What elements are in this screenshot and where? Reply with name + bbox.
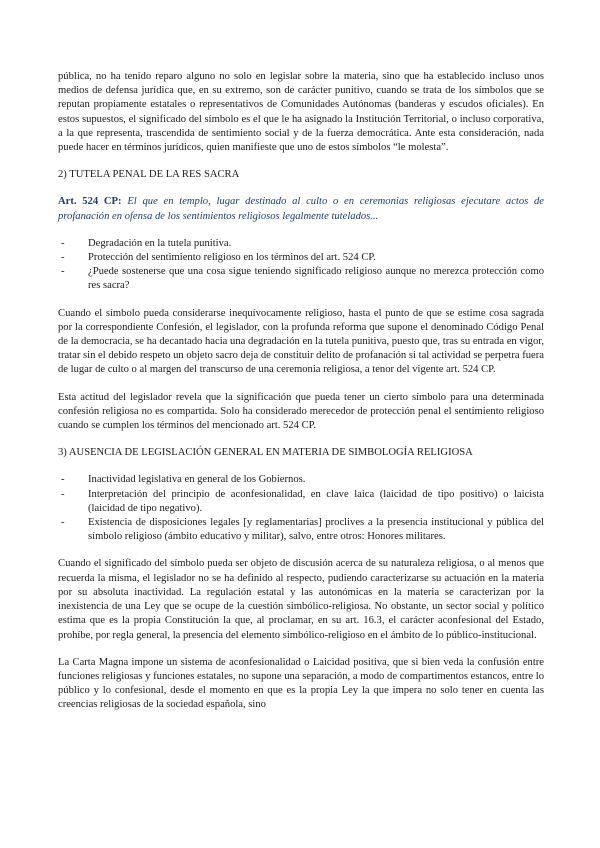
list-item <box>58 265 544 293</box>
list-item <box>58 516 544 544</box>
paragraph-carta-magna: La Carta Magna impone un sistema de aconfesionalidad o Laicidad positiva, que si bien veda la confusión entre funciones religiosas y funciones estatales, no supone una separación, a modo de compartimentos estancos, entre lo público y lo confesional, desde el momento en que es la propia Ley la que impera no solo tener en cuenta las creencias religiosas de la sociedad española, sino <box>58 656 544 711</box>
section-heading-ausencia-legislacion: 3) AUSENCIA DE LEGISLACIÓN GENERAL EN MATERIA DE SIMBOLOGÍA RELIGIOSA <box>58 447 473 459</box>
document-page <box>58 70 544 713</box>
bullet-dash: - <box>61 488 65 500</box>
list-item-text: Protección del sentimiento religioso en los términos del art. 524 CP. <box>88 252 376 264</box>
list-item <box>58 251 544 265</box>
bullet-dash: - <box>61 517 65 529</box>
list-item-text: Existencia de disposiciones legales [y reglamentarias] proclives a la presencia institucional y pública del símbolo religioso (ámbito educativo y militar), salvo, entre otros: Honores militares. <box>88 517 544 543</box>
list-item <box>58 473 544 487</box>
list-item-text: Interpretación del principio de aconfesionalidad, en clave laica (laicidad de tipo positivo) o laicista (laicidad de tipo negativo). <box>88 488 544 514</box>
bullet-dash: - <box>61 266 65 278</box>
bullet-list-ausencia <box>58 473 544 544</box>
article-citation <box>58 195 544 223</box>
list-item-text: Inactividad legislativa en general de los Gobiernos. <box>88 474 306 486</box>
list-item <box>58 237 544 251</box>
bullet-list-tutela <box>58 237 544 294</box>
article-quote: El que en templo, lugar destinado al culto o en ceremonias religiosas ejecutare actos de profanación en ofensa de los sentimientos religiosos legalmente tutelados... <box>58 196 544 222</box>
bullet-dash: - <box>61 252 65 264</box>
list-item <box>58 488 544 516</box>
paragraph-intro: pública, no ha tenido reparo alguno no solo en legislar sobre la materia, sino que ha establecido incluso unos medios de defensa jurídica que, en su extremo, son de carácter punitivo, cuando se trata de los símbolos que se reputan propiamente estatales o representativos de Comunidades Autónomas (banderas y escudos oficiales). En estos supuestos, el significado del símbolo es el que le ha asignado la Institución Territorial, o incluso corporativa, a la que representa, trascendida de sentimiento social y de la fuerza democrática. Ante esta consideración, nada puede hacer en términos jurídicos, quien manifieste que uno de estos símbolos “le molesta”. <box>58 71 544 154</box>
list-item-text: ¿Puede sostenerse que una cosa sigue teniendo significado religioso aunque no merezca protección como res sacra? <box>88 266 544 292</box>
section-heading-tutela-penal: 2) TUTELA PENAL DE LA RES SACRA <box>58 169 240 181</box>
article-label: Art. 524 CP: <box>58 196 122 208</box>
bullet-dash: - <box>61 474 65 486</box>
list-item-text: Degradación en la tutela punitiva. <box>88 237 232 249</box>
bullet-dash: - <box>61 237 65 249</box>
paragraph-actitud-legislador: Esta actitud del legislador revela que la significación que pueda tener un cierto símbolo para una determinada confesión religiosa no es compartida. Solo ha considerado merecedor de protección penal el sentimiento religioso cuando se cumplen los términos del mencionado art. 524 CP. <box>58 391 544 432</box>
paragraph-significado-discusion: Cuando el significado del símbolo pueda ser objeto de discusión acerca de su naturaleza religiosa, o al menos que recuerda la misma, el legislador no se ha definido al respecto, pudiendo caracterizarse su actuación en la materia por su absoluta inactividad. La regulación estatal y las autonómicas en la materia se caracterizan por la inexistencia de una Ley que se ocupe de la cuestión simbólico-religiosa. No obstante, un sector social y político estima que es la propia Constitución la que, al proclamar, en su art. 16.3, el carácter aconfesional del Estado, prohíbe, por regla general, la presencia del elemento simbólico-religioso en el ámbito de lo público-institucional. <box>58 558 544 641</box>
paragraph-simbolo-religioso: Cuando el símbolo pueda considerarse inequívocamente religioso, hasta el punto de que se estime cosa sagrada por la correspondiente Confesión, el legislador, con la profunda reforma que supone el denominado Código Penal de la democracia, se ha decantado hacia una degradación en la tutela punitiva, puesto que, tras su entrada en vigor, tratar sin el debido respeto un objeto sacro deja de constituir delito de profanación si tal actividad se perpetra fuera de lugar de culto o al margen del transcurso de una ceremonia religiosa, a tenor del vigente art. 524 CP. <box>58 307 544 376</box>
